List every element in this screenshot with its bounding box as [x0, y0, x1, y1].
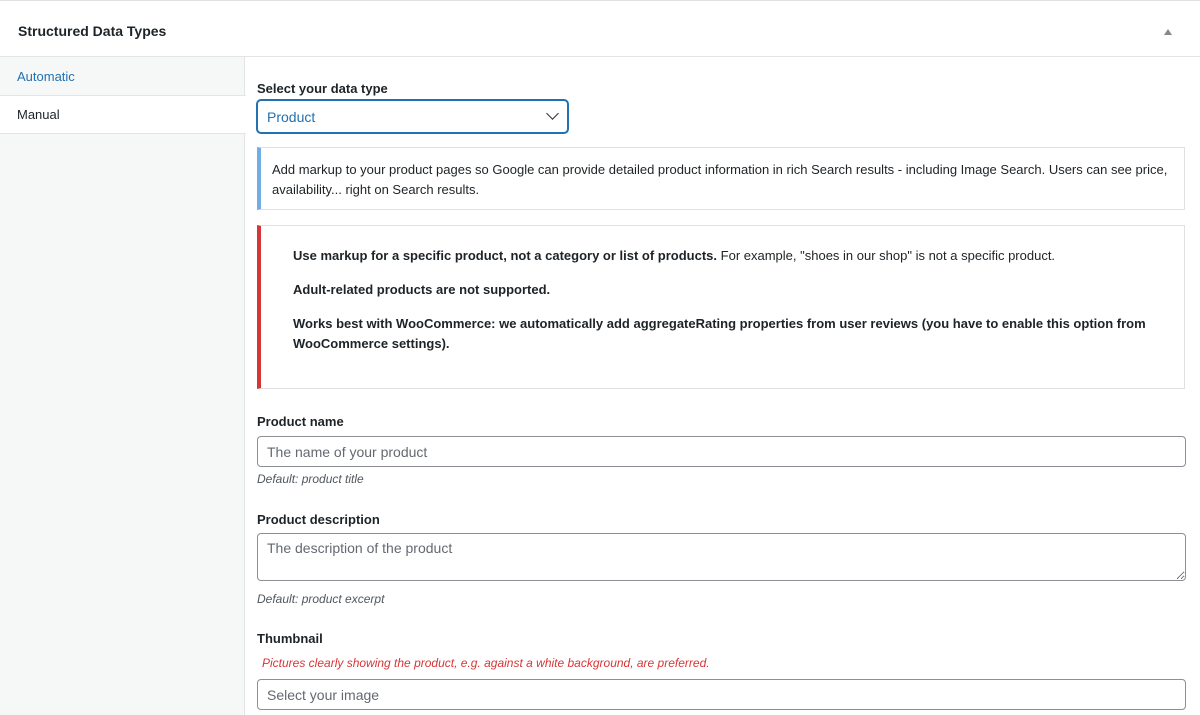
warning-line-1 [293, 246, 1164, 266]
info-notice [257, 147, 1185, 210]
collapse-toggle-button[interactable] [1162, 27, 1174, 39]
sidebar-item-manual[interactable] [0, 95, 246, 134]
warning-notice [257, 225, 1185, 389]
data-type-select[interactable] [257, 100, 568, 133]
panel-header [0, 5, 1200, 57]
warning-line-1-bold: Use markup for a specific product, not a category or list of products. [293, 248, 718, 263]
sidebar-item-label: Automatic [17, 68, 75, 84]
thumbnail-label: Thumbnail [257, 631, 323, 646]
product-name-label: Product name [257, 414, 344, 429]
data-type-selected-value: Product [267, 108, 316, 125]
data-type-label: Select your data type [257, 81, 388, 96]
product-name-input[interactable] [257, 436, 1186, 467]
product-description-label: Product description [257, 512, 380, 527]
warning-line-3 [293, 314, 1164, 354]
product-description-textarea[interactable] [257, 533, 1186, 581]
thumbnail-input[interactable] [257, 679, 1186, 710]
warning-line-2-bold: Adult-related products are not supported. [293, 282, 551, 297]
main-content [246, 57, 1200, 715]
sidebar-item-automatic[interactable] [0, 57, 245, 95]
thumbnail-hint: Pictures clearly showing the product, e.g. against a white background, are preferred. [262, 656, 710, 670]
chevron-down-icon [546, 107, 559, 120]
sidebar-item-label: Manual [17, 107, 60, 122]
warning-line-2 [293, 280, 1164, 300]
product-description-hint: Default: product excerpt [257, 592, 385, 606]
warning-line-3-bold: Works best with WooCommerce: we automatically add aggregateRating properties from user reviews (you have to enable this option from WooCommerce settings). [293, 316, 1146, 351]
sidebar [0, 57, 245, 715]
product-name-hint: Default: product title [257, 472, 364, 486]
panel-title: Structured Data Types [18, 23, 167, 39]
warning-line-1-rest: For example, "shoes in our shop" is not a specific product. [717, 248, 1056, 263]
info-notice-text: Add markup to your product pages so Google can provide detailed product information in rich Search results - including Image Search. Users can see price, availability... right on Search results. [272, 162, 1168, 197]
triangle-up-icon [1164, 29, 1172, 35]
